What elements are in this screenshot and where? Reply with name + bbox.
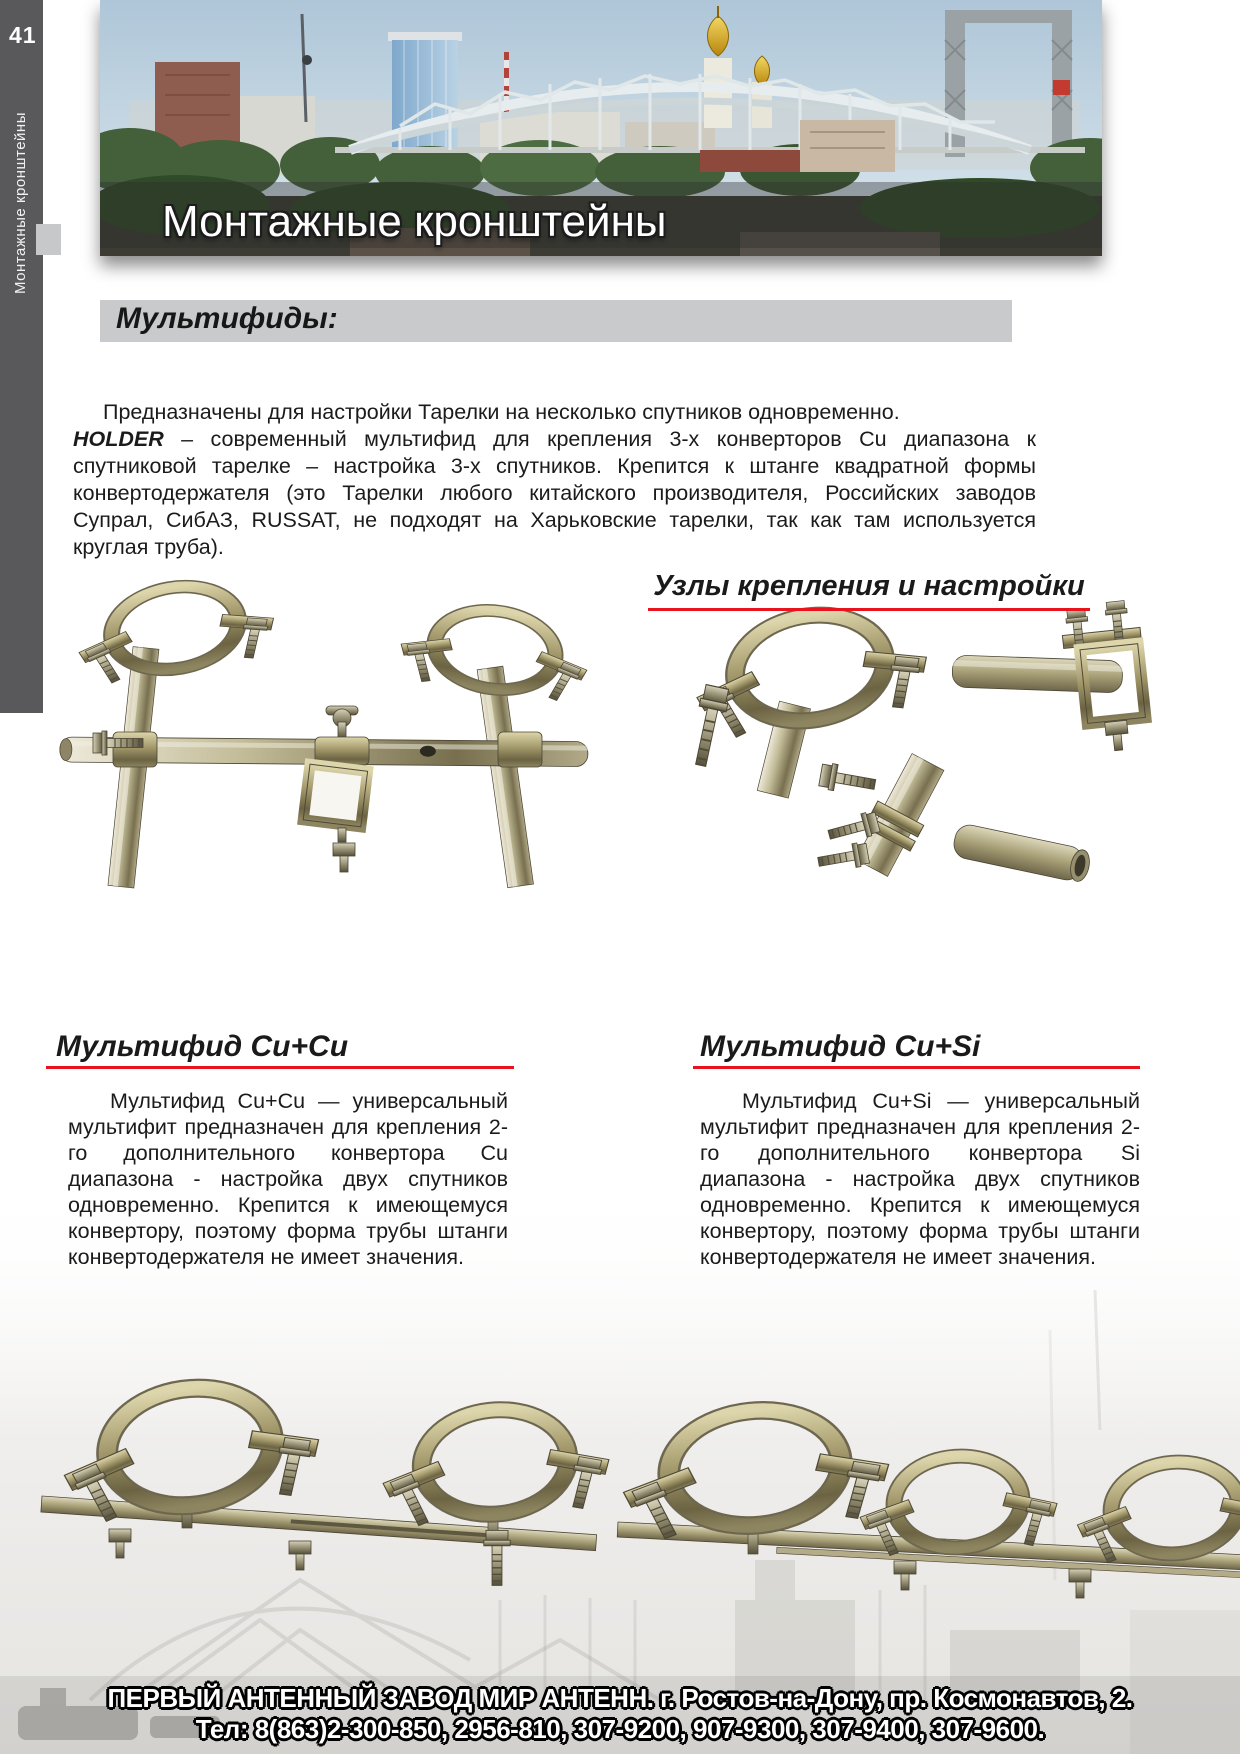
multifeeds-heading: Мультифиды: bbox=[116, 302, 338, 335]
brand-name: HOLDER bbox=[73, 427, 164, 451]
intro-body bbox=[73, 426, 1036, 561]
page-number: 41 bbox=[9, 22, 37, 48]
footer-address: ПЕРВЫЙ АНТЕННЫЙ ЗАВОД МИР АНТЕНН. г. Ростов-на-Дону, пр. Космонавтов, 2. bbox=[107, 1683, 1133, 1713]
page-title: Монтажные кронштейны bbox=[162, 197, 667, 246]
intro-line1: Предназначены для настройки Тарелки на несколько спутников одновременно. bbox=[103, 400, 900, 424]
header-photo bbox=[100, 0, 1102, 256]
column-body-cucu bbox=[68, 1088, 508, 1270]
footer bbox=[0, 1683, 1240, 1745]
intro-paragraph bbox=[73, 399, 1036, 561]
sidebar bbox=[0, 0, 43, 713]
multifeed-cusi-photo bbox=[616, 1397, 1240, 1598]
column-text-cucu: Мультифид Cu+Cu — универсальный мультифит предназначен для крепления 2-го дополнительного конвертора Cu диапазона - настройка двух спутников одновременно. Крепится к имеющемуся конвертору, поэтому форма трубы штанги конвертодержателя не имеет значения. bbox=[68, 1089, 508, 1269]
sidebar-tab bbox=[36, 224, 61, 255]
footer-phones: Тел: 8(863)2-300-850, 2956-810, 307-9200, 907-9300, 307-9400, 307-9600. bbox=[195, 1714, 1045, 1744]
column-heading-cucu: Мультифид Cu+Cu bbox=[56, 1030, 349, 1063]
nodes-heading: Узлы крепления и настройки bbox=[653, 570, 1085, 602]
nodes-heading-rule bbox=[648, 608, 1090, 611]
column-text-cusi: Мультифид Cu+Si — универсальный мультифит предназначен для крепления 2-го дополнительного конвертора Si диапазона - настройка двух спутников одновременно. Крепится к имеющемуся конвертору, поэтому форма трубы штанги конвертодержателя не имеет значения. bbox=[700, 1089, 1140, 1269]
clamp-detail-photo bbox=[686, 597, 935, 799]
column-rule-cusi bbox=[693, 1066, 1140, 1069]
column-heading-cusi: Мультифид Cu+Si bbox=[700, 1030, 981, 1063]
multifeed-cucu-photo bbox=[41, 1371, 614, 1585]
multifeeds-section-bar bbox=[100, 300, 1012, 342]
holder-multifeed-photo bbox=[60, 571, 594, 888]
angled-joint-detail-photo bbox=[816, 750, 1092, 884]
sidebar-vertical-label: Монтажные кронштейны bbox=[12, 112, 29, 294]
square-bracket-detail-photo bbox=[952, 599, 1153, 755]
column-rule-cucu bbox=[46, 1066, 514, 1069]
column-body-cusi bbox=[700, 1088, 1140, 1270]
intro-body-text: – современный мультифид для крепления 3-х конверторов Cu диапазона к спутниковой тарелке – настройка 3-х спутников. Крепится к штанге квадратной формы конвертодержателя (это Тарелки любого китайского производителя, Российских заводов Супрал, СибАЗ, RUSSAT, не подходят на Харьковские тарелки, так как там используется круглая труба). bbox=[73, 427, 1036, 559]
